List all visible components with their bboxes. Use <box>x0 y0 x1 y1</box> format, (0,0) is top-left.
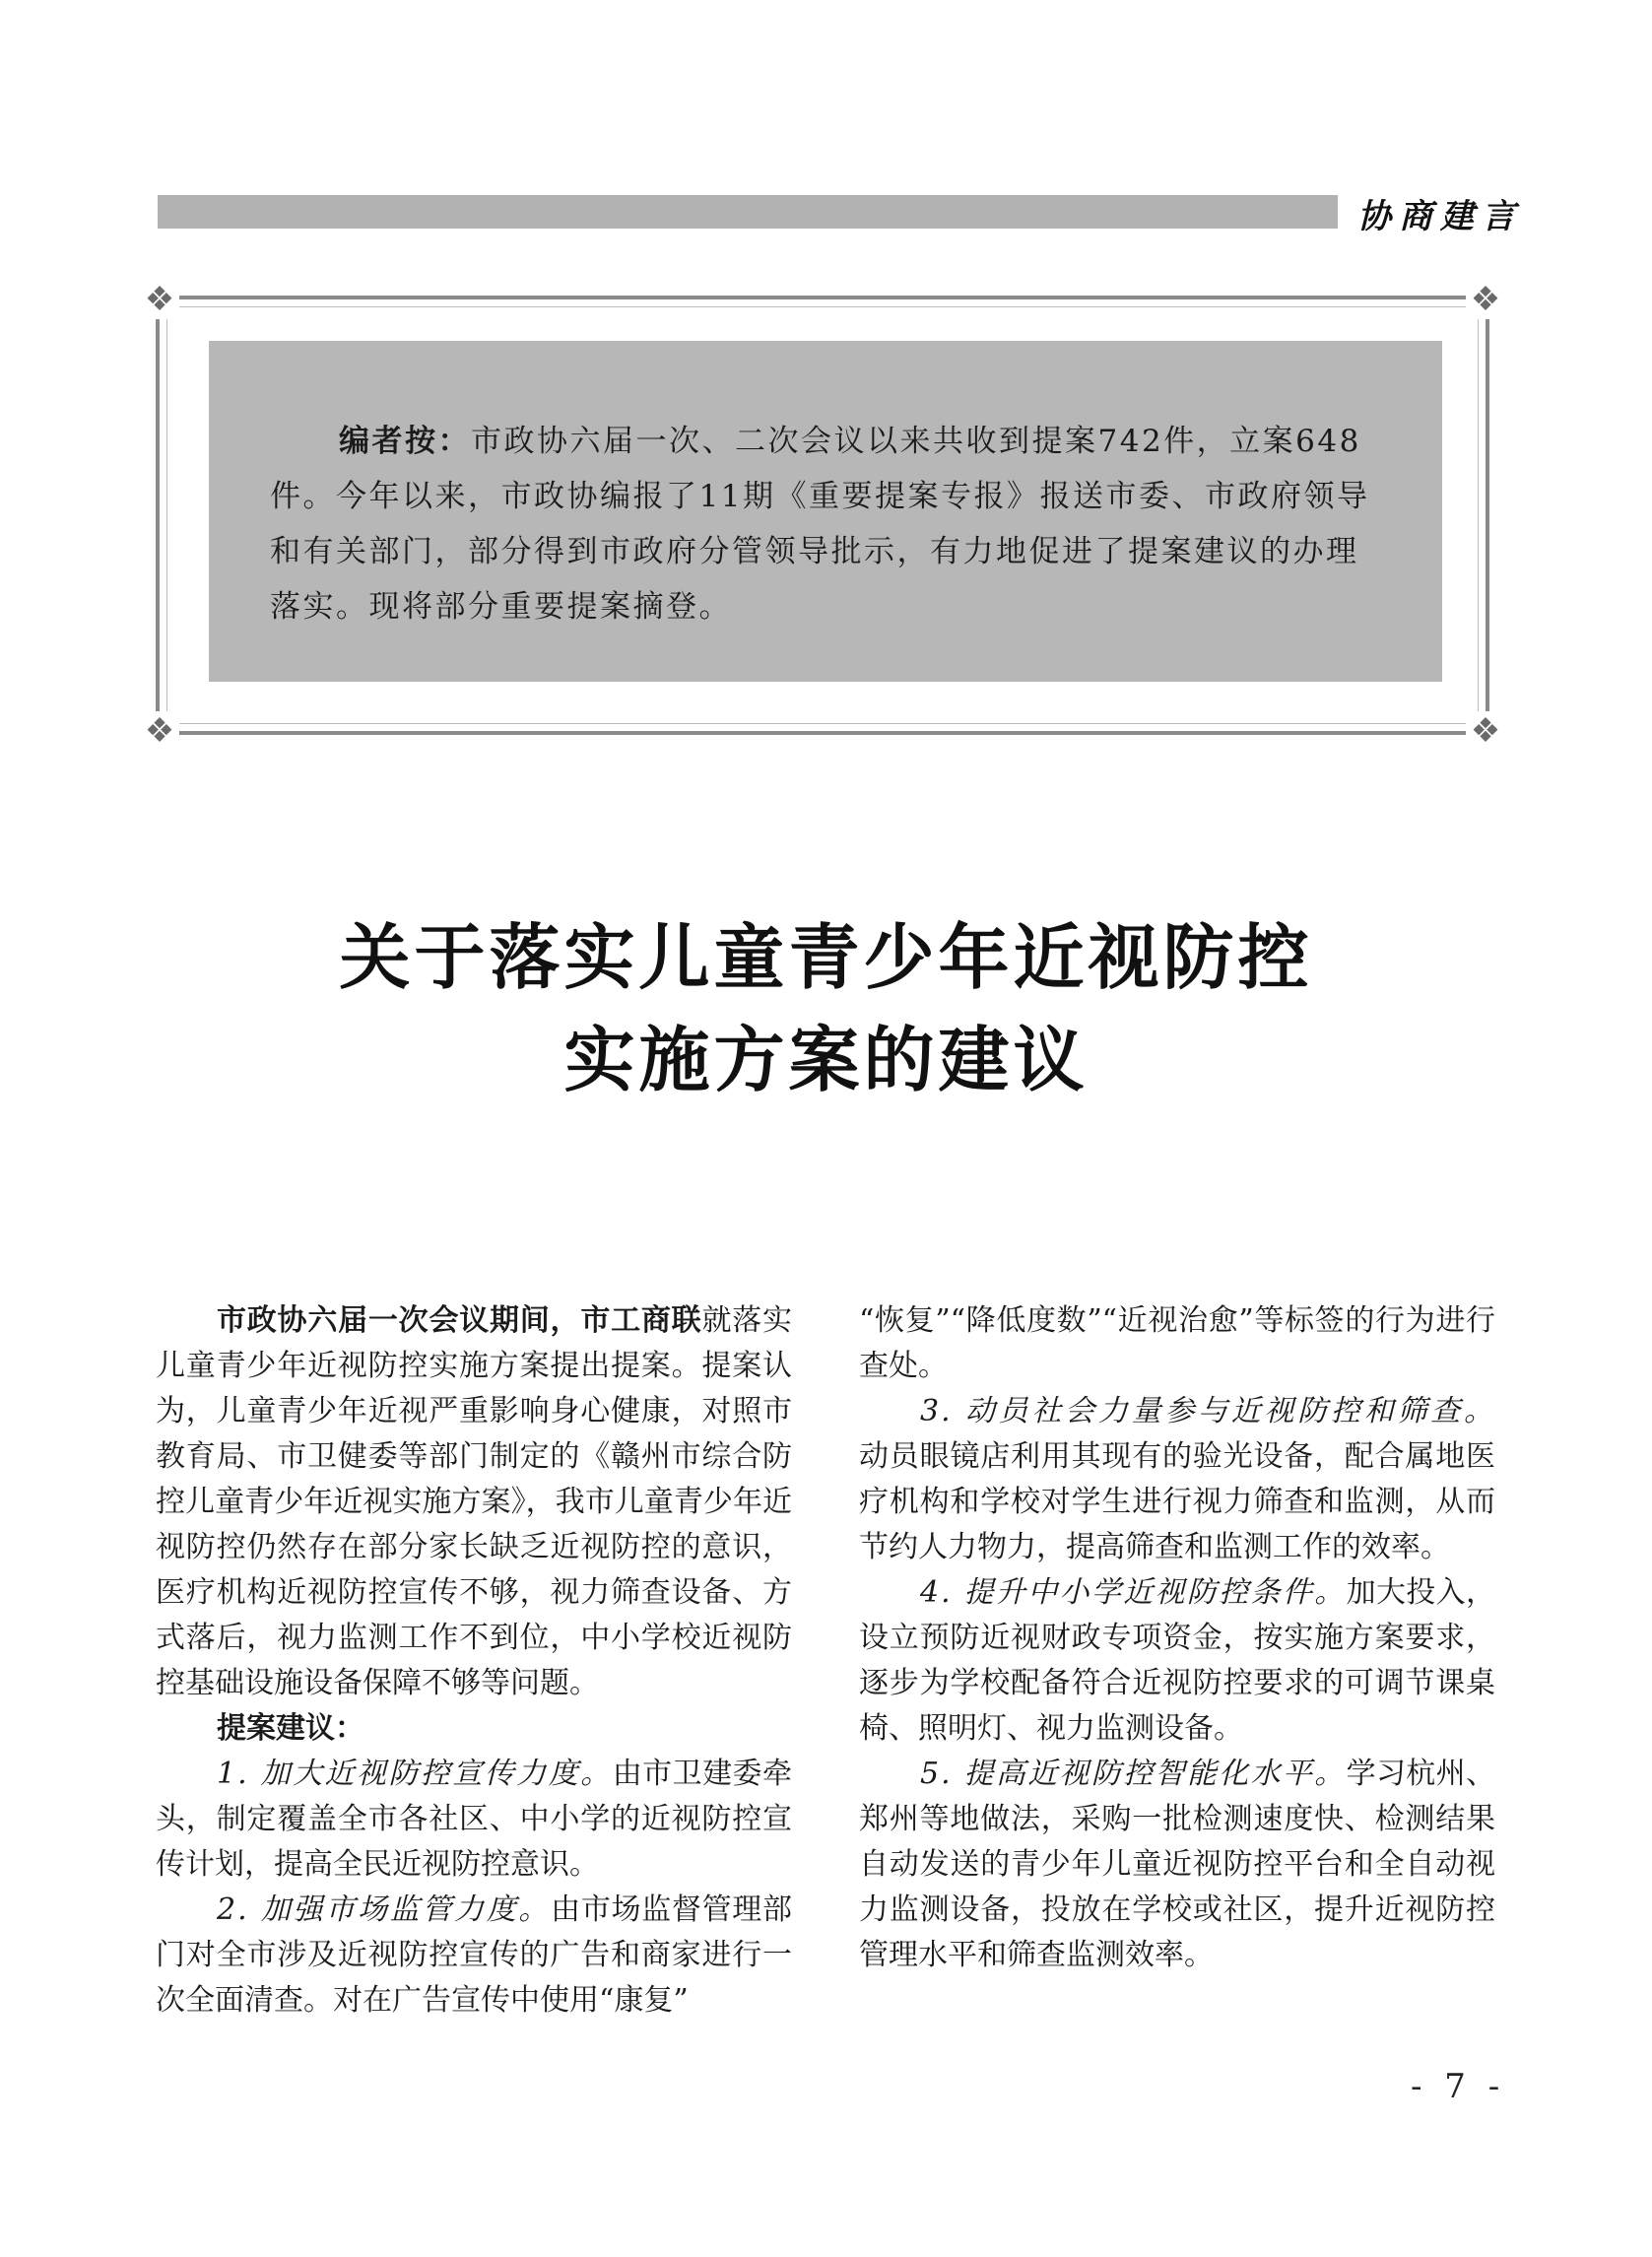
intro-lead-a: 市政协六届一次会议期间， <box>217 1303 581 1338</box>
article-title <box>0 906 1652 1111</box>
item2-head: 2. 加强市场监管力度。 <box>217 1892 552 1927</box>
item5-body: 学习杭州、郑州等地做法，采购一批检测速度快、检测结果自动发送的青少年儿童近视防控平台和全自动视力监测设备，投放在学校或社区，提升近视防控管理水平和筛查监测效率。 <box>859 1757 1495 1972</box>
item2-body-left: 由市场监督管理部门对全市涉及近视防控宣传的广告和商家进行一次全面清查。对在广告宣传中使用“康复” <box>156 1892 792 2018</box>
item2-continuation: “恢复”“降低度数”“近视治愈”等标签的行为进行查处。 <box>859 1303 1495 1383</box>
editor-note-lead: 编者按： <box>339 424 471 459</box>
suggestion-item-5 <box>859 1752 1495 1978</box>
item1-body: 由市卫建委牵头，制定覆盖全市各社区、中小学的近视防控宣传计划，提高全民近视防控意识。 <box>156 1757 792 1882</box>
item4-body: 加大投入，设立预防近视财政专项资金，按实施方案要求，逐步为学校配备符合近视防控要求的可调节课桌椅、照明灯、视力监测设备。 <box>859 1575 1495 1746</box>
suggestion-item-4 <box>859 1570 1495 1752</box>
item3-body: 动员眼镜店利用其现有的验光设备，配合属地医疗机构和学校对学生进行视力筛查和监测，从而节约人力物力，提高筛查和监测工作的效率。 <box>859 1439 1495 1564</box>
section-label: 协商建言 <box>1357 197 1523 236</box>
editor-note-box <box>209 341 1442 682</box>
left-column <box>156 1298 792 2024</box>
title-line-2: 实施方案的建议 <box>563 1019 1089 1101</box>
page-number: - 7 - <box>1411 2067 1506 2106</box>
editor-note-body: 市政协六届一次、二次会议以来共收到提案742件，立案648件。今年以来，市政协编报了11期《重要提案专报》报送市委、市政府领导和有关部门，部分得到市政府分管领导批示，有力地促进了提案建议的办理落实。现将部分重要提案摘登。 <box>270 424 1370 625</box>
suggestions-heading: 提案建议： <box>217 1711 364 1746</box>
item4-head: 4. 提升中小学近视防控条件。 <box>920 1575 1347 1610</box>
item1-head: 1. 加大近视防控宣传力度。 <box>217 1757 613 1791</box>
item3-head: 3. 动员社会力量参与近视防控和筛查。 <box>920 1394 1495 1428</box>
title-line-1: 关于落实儿童青少年近视防控 <box>339 916 1313 999</box>
right-column <box>859 1298 1495 1978</box>
intro-lead-b: 市工商联 <box>580 1303 702 1338</box>
suggestion-item-3 <box>859 1389 1495 1570</box>
editor-note-text <box>270 414 1381 634</box>
intro-paragraph <box>156 1298 792 1706</box>
ornament-corner-icon: ❖ <box>140 711 179 751</box>
ornament-corner-icon: ❖ <box>1466 280 1505 319</box>
header-bar <box>158 195 1338 229</box>
suggestion-item-1 <box>156 1752 792 1888</box>
ornament-corner-icon: ❖ <box>140 280 179 319</box>
item5-head: 5. 提高近视防控智能化水平。 <box>920 1757 1347 1791</box>
suggestion-item-2 <box>156 1888 792 2024</box>
ornament-corner-icon: ❖ <box>1466 711 1505 751</box>
intro-body: 就落实儿童青少年近视防控实施方案提出提案。提案认为，儿童青少年近视严重影响身心健康，对照市教育局、市卫健委等部门制定的《赣州市综合防控儿童青少年近视实施方案》，我市儿童青少年近视防控仍然存在部分家长缺乏近视防控的意识，医疗机构近视防控宣传不够，视力筛查设备、方式落后，视力监测工作不到位，中小学校近视防控基础设施设备保障不够等问题。 <box>156 1303 793 1700</box>
